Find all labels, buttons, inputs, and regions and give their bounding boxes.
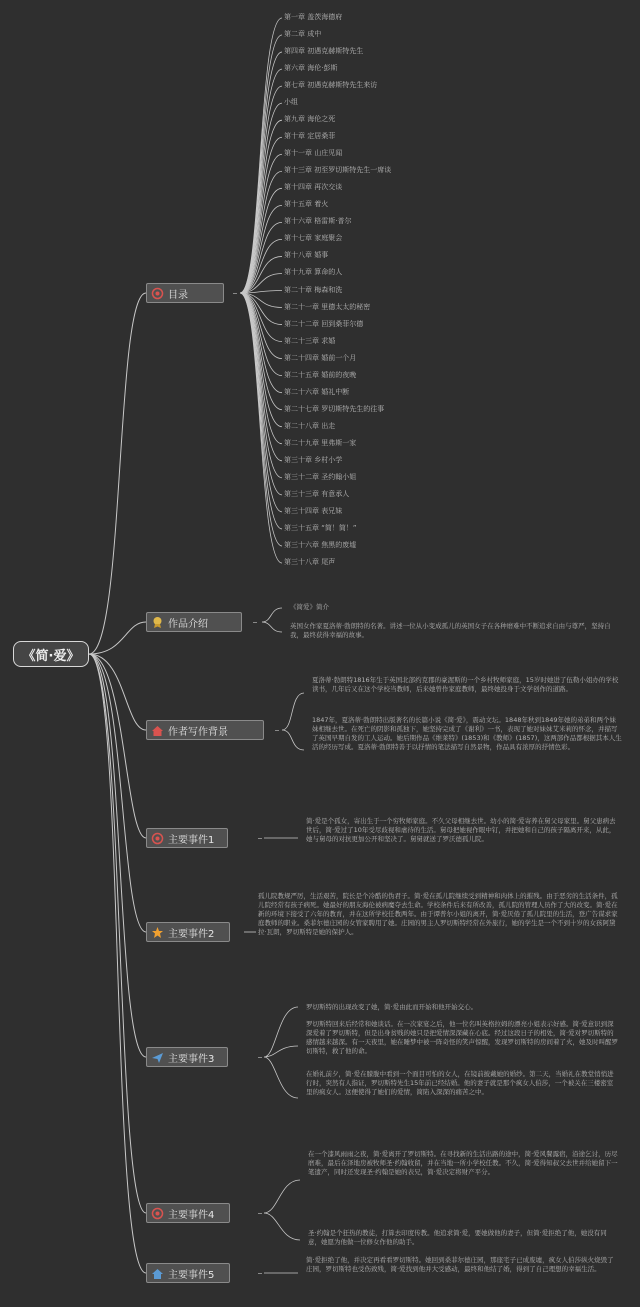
toc-item[interactable]: 第十章 定居桑菲 — [284, 132, 336, 141]
branch-label: 作品介绍 — [168, 618, 208, 630]
branch-event1[interactable] — [146, 828, 228, 848]
collapse-dot[interactable] — [258, 1213, 262, 1214]
toc-item[interactable]: 第二十三章 求婚 — [284, 336, 336, 345]
toc-item[interactable]: 第四章 初遇克赫斯特先生 — [284, 47, 364, 56]
collapse-dot[interactable] — [233, 293, 237, 294]
toc-item[interactable]: 第二十七章 罗切斯特先生的往事 — [284, 404, 385, 413]
toc-item[interactable]: 第六章 海伦·彭斯 — [284, 64, 338, 73]
collapse-dot[interactable] — [258, 1273, 262, 1274]
toc-item[interactable]: 第二十四章 婚前一个月 — [284, 353, 357, 362]
award-icon — [151, 616, 164, 629]
toc-item[interactable]: 第七章 初遇克赫斯特先生来访 — [284, 81, 378, 90]
branch-event3[interactable] — [146, 1047, 228, 1067]
branch-label: 主要事件3 — [168, 1053, 215, 1065]
branch-event5[interactable] — [146, 1263, 230, 1283]
toc-item[interactable]: 第十九章 算命的人 — [284, 268, 343, 277]
branch-label: 目录 — [168, 289, 188, 301]
toc-item[interactable]: 第十一章 山庄见闻 — [284, 149, 343, 158]
toc-item[interactable]: 第九章 海伦之死 — [284, 115, 336, 124]
house-icon — [151, 724, 164, 737]
toc-item[interactable]: 第十七章 家庭聚会 — [284, 234, 343, 243]
collapse-dot[interactable] — [258, 838, 262, 839]
branch-intro[interactable] — [146, 612, 242, 632]
toc-item[interactable]: 第三十五章 “简！简！” — [284, 523, 357, 532]
toc-item[interactable]: 第三十二章 圣约翰小姐 — [284, 472, 357, 481]
event4-para-1: 在一个漆风雨雨之夜，简·爱离开了罗切斯特。在寻找新的生活出路的途中，简·爱风餐露宿，沿途乞讨，历尽磨难，最后在泽地房被牧师圣·约翰收留，并在当地一所小学校任教。不久，简·爱得知叔父去世并给她留下一笔遗产，同时还发现圣·约翰是她的表兄，简·爱决定将财产平分。 — [308, 1150, 618, 1176]
branch-background[interactable] — [146, 720, 264, 740]
toc-item[interactable]: 第二十九章 里弗斯一家 — [284, 438, 357, 447]
toc-item[interactable]: 第三十三章 有意承人 — [284, 489, 350, 498]
target-icon — [151, 287, 164, 300]
event1-text: 简·爱是个孤女，寄出生于一个穷牧师家庭。不久父母相继去世。幼小的简·爱寄养在舅父母家里。舅父患病去世后，简·爱过了10年受尽歧视和虐待的生活。舅母把她视作眼中钉，并把她和自己的孩子隔离开来，从此，她与舅母的对抗更加公开和坚决了。舅舅就送了罗沃德孤儿院。 — [306, 817, 616, 843]
event3-para-3: 在婚礼前夕，简·爱在朦胧中看到一个面目可怕的女人，在镜前披戴她的婚纱。第二天，当婚礼在教堂悄悄进行时，突然有人指证，罗切斯特先生15年前已经结婚。他的妻子就是那个疯女人伯莎，一个被关在三楼密室里的疯女人。这便使得了她们的爱情，简陷入深深的痛苦之中。 — [306, 1070, 614, 1096]
collapse-dot[interactable] — [275, 730, 279, 731]
branch-label: 主要事件2 — [168, 928, 215, 940]
branch-label: 主要事件5 — [168, 1269, 215, 1281]
event5-text: 简·爱拒绝了他，并决定再看看罗切斯特。她回到桑菲尔德庄园，那座宅子已成废墟，疯女人伯莎纵火烧毁了庄园，罗切斯特也受伤致残，简·爱找到他并大受感动，最终和他结了婚，得到了自己理想的幸福生活。 — [306, 1256, 614, 1273]
branch-label: 作者写作背景 — [168, 726, 228, 738]
toc-item[interactable]: 第十六章 格雷斯·普尔 — [284, 217, 352, 226]
toc-item[interactable]: 第二十二章 回到桑菲尔德 — [284, 319, 364, 328]
toc-item[interactable]: 第三十章 乡村小学 — [284, 455, 343, 464]
toc-item[interactable]: 第十三章 初至罗切斯特先生一席谈 — [284, 166, 392, 175]
branch-event4[interactable] — [146, 1203, 230, 1223]
home-icon — [151, 1267, 164, 1280]
target-icon — [151, 1207, 164, 1220]
star-icon — [151, 926, 164, 939]
target-icon — [151, 832, 164, 845]
collapse-dot[interactable] — [258, 1057, 262, 1058]
toc-item[interactable]: 小组 — [284, 98, 298, 107]
branch-event2[interactable] — [146, 922, 230, 942]
branch-toc[interactable] — [146, 283, 224, 303]
toc-item[interactable]: 第一章 盖茨海德府 — [284, 13, 343, 21]
send-icon — [151, 1051, 164, 1064]
toc-item[interactable]: 第二十八章 出走 — [284, 421, 336, 430]
toc-item[interactable]: 第二十六章 婚礼中断 — [284, 387, 350, 396]
event3-para-1: 罗切斯特的出现改变了她，简·爱由此而开始和他开始交心。 — [306, 1003, 478, 1011]
event3-para-2: 罗切斯特回来后经常和她谈话。在一次家宴之后，他一位名叫英格拉姆的漂亮小姐表示好感。简·爱意识到深深爱着了罗切斯特，但是出身贫贱的她只是把爱情深深藏在心底。经过这段日子的相处，简·爱对罗切斯特的感情越来越深。有一天夜里，她在睡梦中被一阵奇怪的笑声惊醒，发现罗切斯特的房间着了火，她及时叫醒罗切斯特，救了他的命。 — [306, 1020, 618, 1055]
event2-text: 孤儿院教规严厉，生活艰苦，院长是个冷酷的伪君子。简·爱在孤儿院继续受到精神和肉体上的摧残。由于恶劣的生活条件，孤儿院经常有孩子病死。她最好的朋友海伦被病魔夺去生命。学校条件后来有所改善，孤儿院的管理人员作了大的改变。简·爱在新的环境下接受了六年的教育，并在这所学校任教两年。由于谭普尔小姐的离开，简·爱厌倦了孤儿院里的生活，登广告谋求家庭教师的职业。桑菲尔德庄园的女管家聘用了她。庄园的男主人罗切斯特经常在外旅行，她的学生是一个不到十岁的女孩阿黛拉·瓦朗，罗切斯特是她的保护人。 — [258, 892, 618, 936]
event4-para-2: 圣·约翰是个狂热的教徒，打算去印度传教。他追求简·爱，要她做他的妻子，但简·爱拒绝了他，她没有同意，她愿为他做一位修女作他的助手。 — [308, 1229, 607, 1246]
toc-item[interactable]: 第二十一章 里德太太的秘密 — [284, 302, 371, 311]
toc-item[interactable]: 第十八章 婚事 — [284, 251, 329, 260]
toc-item[interactable]: 第十五章 着火 — [284, 200, 329, 209]
collapse-dot[interactable] — [253, 622, 257, 623]
intro-text: 英国女作家夏洛蒂·勃朗特的名著。讲述一位从小变成孤儿的英国女子在各种磨难中不断追求自由与尊严，坚持自我，最终获得幸福的故事。 — [290, 622, 611, 639]
toc-item[interactable]: 第三十六章 焦黑的废墟 — [284, 540, 357, 549]
branch-label: 主要事件4 — [168, 1209, 215, 1221]
branch-label: 主要事件1 — [168, 834, 215, 846]
toc-item[interactable]: 第二十五章 婚前的夜晚 — [284, 370, 357, 379]
toc-item[interactable]: 第十四章 再次交谈 — [284, 183, 343, 192]
toc-item[interactable]: 第三十八章 尾声 — [284, 558, 336, 566]
intro-title: 《简爱》简介 — [290, 603, 329, 611]
toc-item[interactable]: 第二十章 梅森和洗 — [284, 285, 343, 294]
toc-item[interactable]: 第三十四章 表兄妹 — [284, 506, 343, 515]
background-para-2: 1847年，夏洛蒂·勃朗特出版著名的长篇小说《简·爱》，震动文坛。1848年秋到1849年她的弟弟和两个妹妹相继去世。在死亡的阴影和孤独下，她坚持完成了《谢利》一书，表现了她对妹妹艾米莉的怀念，并描写了英国早期自发的工人运动。她后期作品《维莱特》(1853)和《教师》(1857)，这两部作品都根据其本人生活的经历写成。夏洛蒂·勃朗特善于以抒情的笔法描写自然景物，作品具有浓厚的抒情色彩。 — [312, 716, 622, 751]
toc-item[interactable]: 第二章 成中 — [284, 30, 322, 39]
background-para-1: 夏洛蒂·勃朗特1816年生于英国北部约克郡的豪渥斯的一个乡村牧师家庭，15岁时她进了伍勒小姐办的学校读书，几年后又在这个学校当教师，后来她曾作家庭教师，最终她投身于文学创作的道路。 — [312, 676, 619, 693]
root-node[interactable]: 《简·爱》 — [13, 641, 89, 667]
